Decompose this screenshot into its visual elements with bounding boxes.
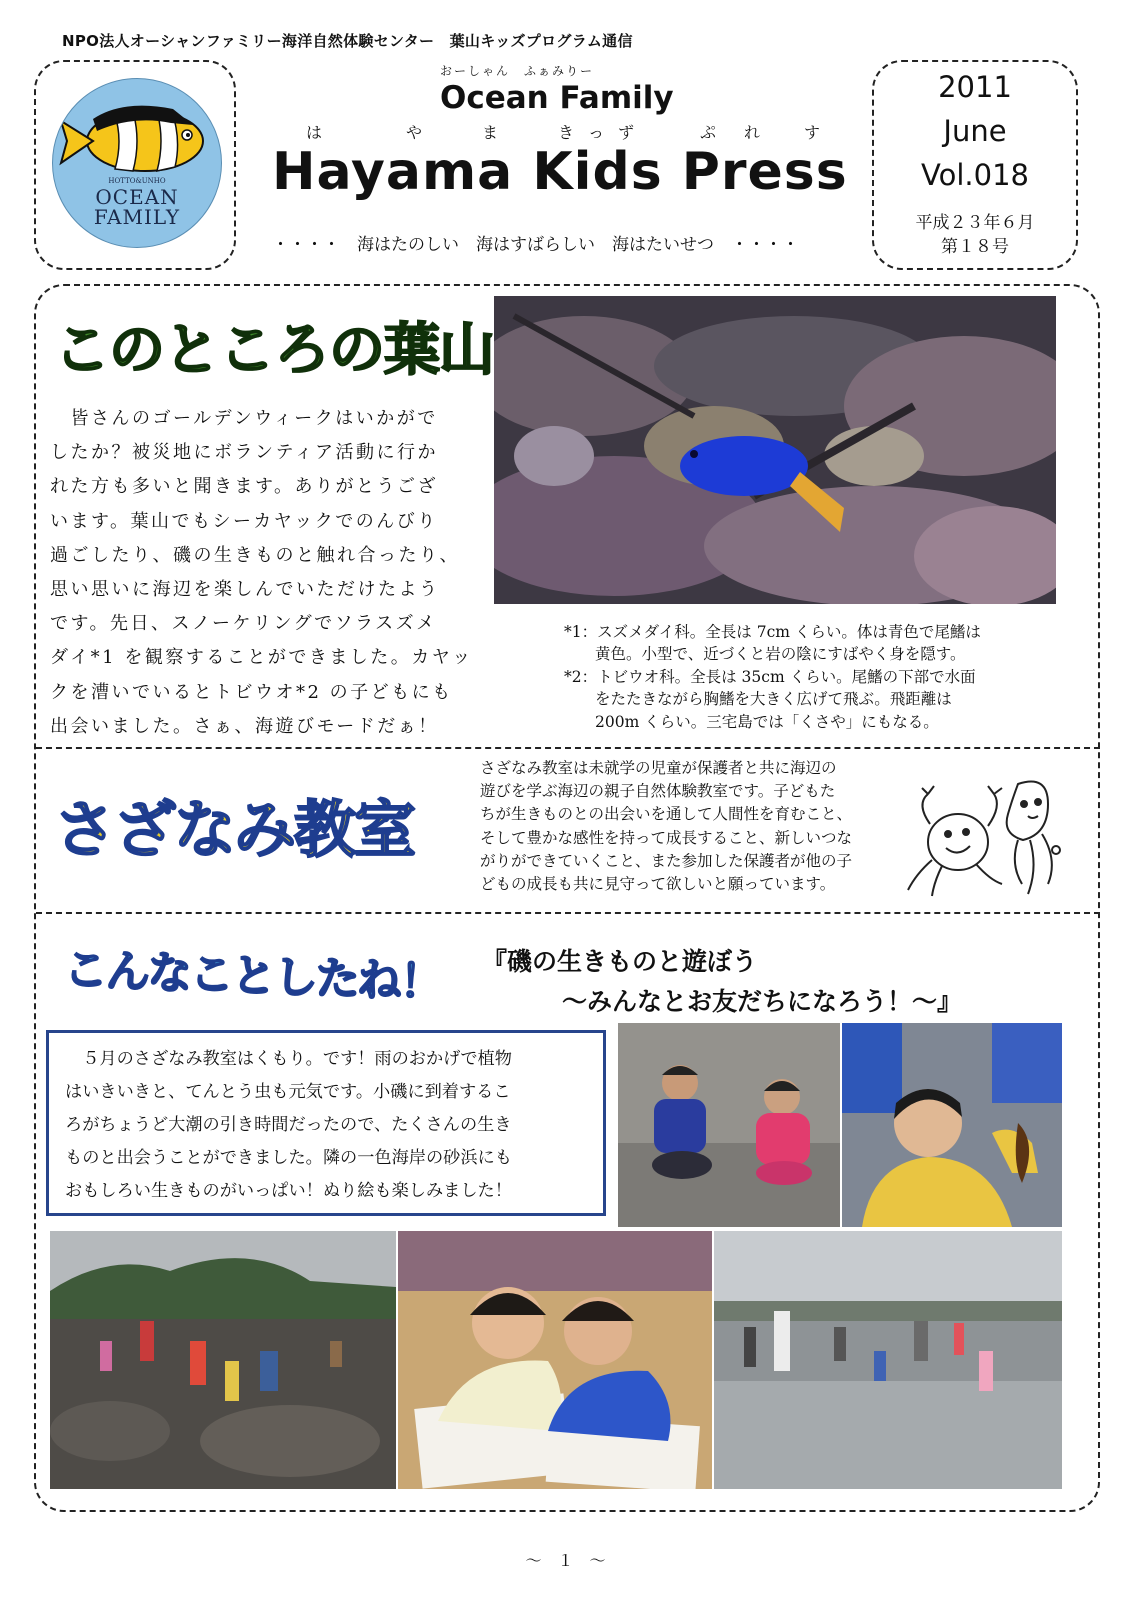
tagline: ・・・・ 海はたのしい 海はすばらしい 海はたいせつ ・・・・: [272, 235, 799, 255]
logo-small-text: HOTTO&UNHO: [108, 177, 166, 185]
body-line: さざなみ教室は未就学の児童が保護者と共に海辺の: [480, 759, 837, 777]
body-line: ダイ*1 を観察することができました。カヤッ: [50, 647, 473, 669]
ruby-subtitle: おーしゃん ふぁみりー: [440, 64, 595, 78]
body-line: 遊びを学ぶ海辺の親子自然体験教室です。子どもた: [480, 782, 836, 801]
body-line: です。先日、スノーケリングでソラスズメ: [50, 613, 437, 635]
ruby-char: き: [558, 123, 575, 142]
body-line: がりができていくこと、また参加した保護者が他の子: [480, 851, 853, 870]
ruby-char: や: [406, 123, 423, 142]
rocky-shore-photo: [50, 1231, 396, 1489]
beach-group-photo: [714, 1231, 1062, 1489]
logo-family-text: FAMILY: [93, 205, 181, 229]
damselfish-photo: [494, 296, 1056, 604]
note-line: *2：トビウオ科。全長は 35cm くらい。尾鰭の下部で水面: [564, 667, 976, 686]
section1-body: [50, 402, 486, 744]
issue-month: June: [943, 114, 1007, 148]
issue-volume: Vol.018: [921, 158, 1029, 192]
body-line: 出会いました。さぁ、海遊びモードだぁ！: [50, 715, 439, 737]
issue-number-jp: 第１８号: [941, 237, 1009, 257]
issue-date-jp: 平成２３年６月: [915, 213, 1035, 233]
report-line: はいきいきと、てんとう虫も元気です。小磯に到着するこ: [65, 1082, 511, 1102]
note-line: をたたきながら胸鰭を大きく広げて飛ぶ。飛距離は: [564, 690, 952, 709]
section2-heading: さざなみ教室: [54, 793, 415, 866]
report-box: [46, 1030, 606, 1216]
body-line: ちが生きものとの出会いを通して人間性を育むこと、: [480, 805, 853, 824]
ruby-char: す: [804, 123, 821, 142]
section3-heading: こんなことしたね！: [63, 944, 443, 1009]
logo-ocean-text: OCEAN: [95, 185, 179, 209]
ruby-char: れ: [744, 123, 761, 142]
ocean-family-logo: [52, 78, 222, 248]
crab-octopus-illustration: [898, 764, 1068, 904]
note-line: 200m くらい。三宅島では「くさや」にもなる。: [564, 712, 939, 731]
page-title: Hayama Kids Press: [272, 142, 848, 202]
body-line: どもの成長も共に見守って欲しいと願っています。: [480, 875, 836, 894]
ruby-char: っ: [588, 123, 605, 142]
subtitle: Ocean Family: [440, 80, 674, 116]
section1-heading: このところの葉山: [54, 318, 494, 383]
divider: [36, 747, 1100, 749]
note-line: *1：スズメダイ科。全長は 7cm くらい。体は青色で尾鰭は: [564, 623, 981, 641]
species-notes: [564, 621, 1064, 733]
ruby-char: は: [306, 123, 323, 142]
body-line: クを漕いでいるとトビウオ*2 の子どもにも: [50, 681, 453, 703]
report-line: おもしろい生きものがいっぱい！ぬり絵も楽しみました！: [65, 1181, 512, 1201]
child-holding-seaweed-photo: [842, 1023, 1062, 1227]
report-line: ５月のさざなみ教室はくもり。です！雨のおかげで植物: [65, 1049, 512, 1069]
section2-body: [480, 757, 900, 896]
body-line: したか？被災地にボランティア活動に行か: [50, 442, 439, 464]
body-line: 皆さんのゴールデンウィークはいかがで: [50, 408, 438, 429]
body-line: そして豊かな感性を持って成長すること、新しいつな: [480, 828, 853, 847]
issue-year: 2011: [938, 70, 1012, 104]
ruby-char: ま: [482, 123, 499, 142]
title-ruby: [282, 120, 842, 142]
note-line: 黄色。小型で、近づくと岩の陰にすばやく身を隠す。: [564, 645, 966, 664]
body-line: 思い思いに海辺を楽しんでいただけたよう: [50, 579, 440, 601]
body-line: います。葉山でもシーカヤックでのんびり: [50, 510, 438, 532]
body-line: れた方も多いと聞きます。ありがとうござ: [50, 476, 439, 498]
body-line: 過ごしたり、磯の生きものと触れ合ったり、: [50, 544, 460, 566]
ruby-char: ず: [618, 123, 635, 142]
divider: [36, 912, 1100, 914]
event-title-line2: ～みんなとお友だちになろう！～』: [562, 987, 963, 1016]
event-title-line1: 『磯の生きものと遊ぼう: [482, 947, 758, 976]
kids-in-sand-photo: [618, 1023, 840, 1227]
report-line: ものと出会うことができました。隣の一色海岸の砂浜にも: [65, 1148, 512, 1168]
coloring-kids-photo: [398, 1231, 712, 1489]
report-line: ろがちょうど大潮の引き時間だったので、たくさんの生き: [65, 1115, 512, 1135]
page-number: ～ １ ～: [525, 1551, 606, 1570]
org-name: NPO法人オーシャンファミリー海洋自然体験センター 葉山キッズプログラム通信: [62, 32, 633, 50]
ruby-char: ぷ: [700, 123, 717, 142]
